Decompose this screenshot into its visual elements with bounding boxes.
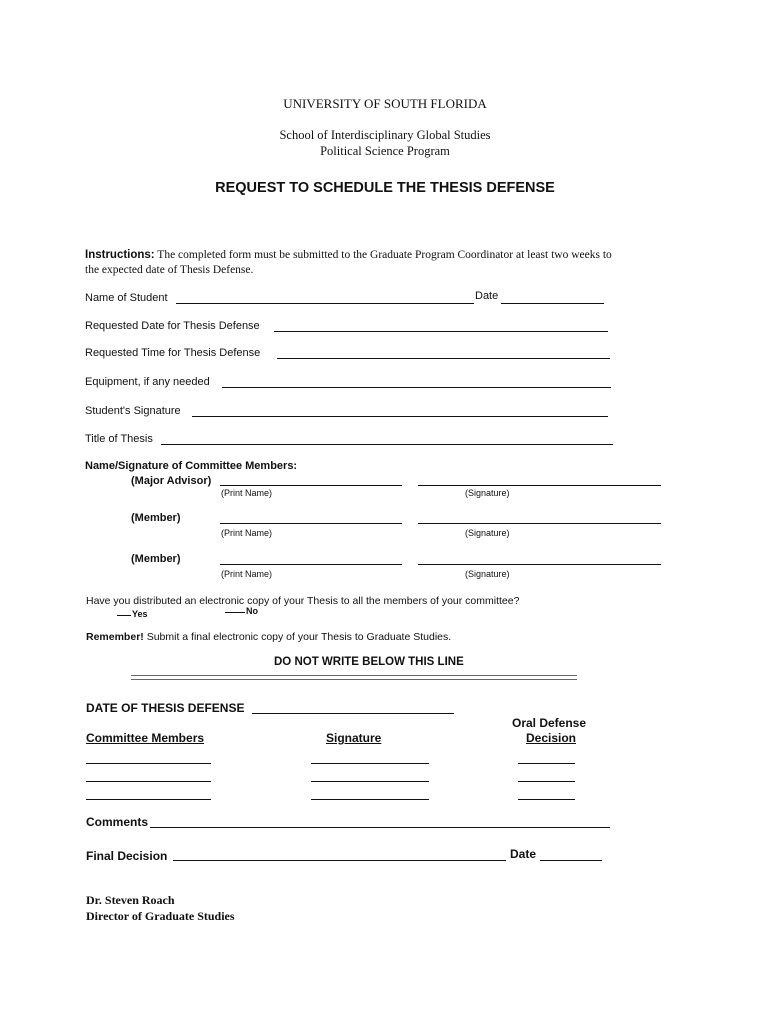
- office-decision-3-line: [518, 799, 575, 800]
- requested-time-line: [277, 358, 610, 359]
- office-member-3-line: [86, 799, 211, 800]
- member-2-print-name-field[interactable]: [220, 552, 402, 566]
- no-option: No: [246, 606, 258, 616]
- director-title: Director of Graduate Studies: [86, 909, 235, 923]
- member-2-signature-field[interactable]: [418, 552, 661, 566]
- member-2-print-name-caption: (Print Name): [221, 569, 273, 579]
- distribution-question: Have you distributed an electronic copy of your Thesis to all the members of your committee?: [86, 595, 520, 607]
- office-signature-2-line: [311, 781, 429, 782]
- double-divider: [131, 675, 577, 680]
- comments-field[interactable]: [150, 814, 610, 828]
- instructions-text: The completed form must be submitted to the Graduate Program Coordinator at least two weeks to: [154, 249, 612, 261]
- member-2-label: (Member): [131, 553, 181, 565]
- office-member-1-field[interactable]: [86, 750, 211, 764]
- equipment-label: Equipment, if any needed: [85, 376, 210, 388]
- instructions-line-1: [85, 249, 612, 261]
- requested-date-label: Requested Date for Thesis Defense: [85, 320, 260, 332]
- major-advisor-print-name-line: [220, 485, 402, 486]
- reminder-line: [86, 631, 451, 643]
- no-blank[interactable]: [225, 603, 245, 613]
- office-decision-2-line: [518, 781, 575, 782]
- committee-heading: Name/Signature of Committee Members:: [85, 460, 298, 472]
- reminder-text: Submit a final electronic copy of your Thesis to Graduate Studies.: [143, 631, 452, 643]
- major-advisor-print-name-caption: (Print Name): [221, 488, 273, 498]
- requested-date-line: [274, 331, 608, 332]
- student-date-field[interactable]: [501, 290, 604, 304]
- office-member-1-line: [86, 763, 211, 764]
- form-title: REQUEST TO SCHEDULE THE THESIS DEFENSE: [215, 180, 555, 196]
- instructions-label: Instructions:: [85, 249, 155, 261]
- office-signature-2-field[interactable]: [311, 768, 429, 782]
- final-decision-line: [173, 860, 506, 861]
- committee-members-header: Committee Members: [86, 731, 205, 745]
- signature-header: Signature: [326, 731, 382, 745]
- name-of-student-field[interactable]: [176, 290, 474, 304]
- comments-label: Comments: [86, 815, 149, 829]
- do-not-write-notice: DO NOT WRITE BELOW THIS LINE: [274, 656, 464, 668]
- requested-time-field[interactable]: [277, 345, 610, 359]
- title-of-thesis-line: [161, 444, 613, 445]
- office-signature-3-field[interactable]: [311, 786, 429, 800]
- director-name: Dr. Steven Roach: [86, 893, 175, 907]
- yes-blank[interactable]: [117, 606, 131, 616]
- member-1-print-name-line: [220, 523, 402, 524]
- office-signature-1-field[interactable]: [311, 750, 429, 764]
- final-date-field[interactable]: [540, 847, 602, 861]
- name-of-student-line: [176, 303, 474, 304]
- major-advisor-signature-caption: (Signature): [465, 488, 510, 498]
- final-date-label: Date: [510, 847, 537, 861]
- comments-line: [150, 827, 610, 828]
- major-advisor-signature-line: [418, 485, 661, 486]
- program-name: Political Science Program: [320, 144, 450, 158]
- date-of-defense-label: DATE OF THESIS DEFENSE: [86, 701, 245, 715]
- name-of-student-label: Name of Student: [85, 292, 168, 304]
- member-2-signature-caption: (Signature): [465, 569, 510, 579]
- office-signature-1-line: [311, 763, 429, 764]
- university-name: UNIVERSITY OF SOUTH FLORIDA: [283, 96, 487, 111]
- equipment-line: [222, 387, 611, 388]
- student-date-label: Date: [475, 290, 499, 302]
- oral-defense-header-line-1: Oral Defense: [512, 716, 587, 730]
- school-name: School of Interdisciplinary Global Studies: [279, 128, 491, 142]
- member-1-signature-field[interactable]: [418, 511, 661, 525]
- student-signature-label: Student's Signature: [85, 405, 181, 417]
- date-of-defense-field[interactable]: [252, 700, 454, 714]
- office-decision-3-field[interactable]: [518, 786, 575, 800]
- member-2-print-name-line: [220, 564, 402, 565]
- requested-time-label: Requested Time for Thesis Defense: [85, 347, 261, 359]
- yes-option: Yes: [132, 609, 148, 619]
- requested-date-field[interactable]: [274, 318, 608, 332]
- office-decision-2-field[interactable]: [518, 768, 575, 782]
- major-advisor-signature-field[interactable]: [418, 473, 661, 487]
- office-member-2-line: [86, 781, 211, 782]
- final-date-line: [540, 860, 602, 861]
- member-1-signature-line: [418, 523, 661, 524]
- student-signature-field[interactable]: [192, 403, 608, 417]
- equipment-field[interactable]: [222, 374, 611, 388]
- member-2-signature-line: [418, 564, 661, 565]
- major-advisor-print-name-field[interactable]: [220, 473, 402, 487]
- office-member-3-field[interactable]: [86, 786, 211, 800]
- final-decision-label: Final Decision: [86, 849, 168, 863]
- date-of-defense-line: [252, 713, 454, 714]
- member-1-label: (Member): [131, 512, 181, 524]
- member-1-print-name-field[interactable]: [220, 511, 402, 525]
- reminder-label: Remember!: [86, 631, 144, 643]
- final-decision-field[interactable]: [173, 847, 506, 861]
- office-decision-1-line: [518, 763, 575, 764]
- major-advisor-label: (Major Advisor): [131, 475, 212, 487]
- yes-blank-line: [117, 615, 131, 616]
- member-1-print-name-caption: (Print Name): [221, 528, 273, 538]
- office-signature-3-line: [311, 799, 429, 800]
- title-of-thesis-field[interactable]: [161, 431, 613, 445]
- member-1-signature-caption: (Signature): [465, 528, 510, 538]
- student-date-line: [501, 303, 604, 304]
- office-decision-1-field[interactable]: [518, 750, 575, 764]
- student-signature-line: [192, 416, 608, 417]
- no-blank-line: [225, 612, 245, 613]
- office-member-2-field[interactable]: [86, 768, 211, 782]
- title-of-thesis-label: Title of Thesis: [85, 433, 153, 445]
- oral-defense-header-line-2: Decision: [526, 731, 577, 745]
- instructions-line-2: the expected date of Thesis Defense.: [85, 264, 254, 276]
